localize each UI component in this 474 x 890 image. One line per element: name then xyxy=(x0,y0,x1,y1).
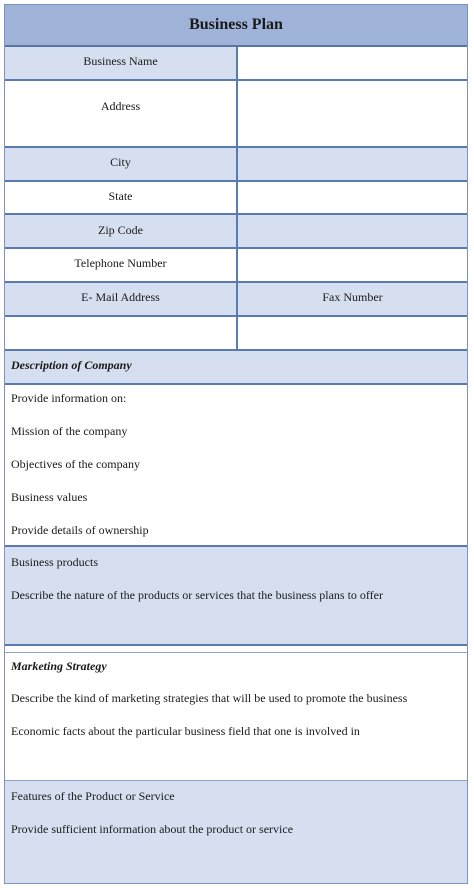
email-fax-row xyxy=(5,283,467,317)
business-name-field[interactable] xyxy=(238,47,467,79)
city-field[interactable] xyxy=(238,148,467,180)
address-row xyxy=(5,81,467,148)
description-section xyxy=(5,351,467,547)
city-label: City xyxy=(5,148,238,180)
marketing-line: Describe the kind of marketing strategies that will be used to promote the business xyxy=(11,691,408,705)
form-title: Business Plan xyxy=(5,5,467,47)
telephone-label: Telephone Number xyxy=(5,249,238,281)
state-row xyxy=(5,182,467,215)
fax-field[interactable] xyxy=(238,317,467,349)
features-heading: Features of the Product or Service xyxy=(11,789,175,803)
business-plan-form xyxy=(4,4,468,884)
zip-field[interactable] xyxy=(238,215,467,247)
state-label: State xyxy=(5,182,238,213)
business-name-label: Business Name xyxy=(5,47,238,79)
features-section xyxy=(5,781,467,883)
marketing-section xyxy=(5,652,467,781)
telephone-field[interactable] xyxy=(238,249,467,281)
business-name-row xyxy=(5,47,467,81)
description-line: Business values xyxy=(11,490,88,504)
email-label: E- Mail Address xyxy=(5,283,238,315)
description-line: Mission of the company xyxy=(11,424,128,438)
address-label: Address xyxy=(5,81,238,146)
description-line: Provide details of ownership xyxy=(11,523,149,537)
description-line: Provide information on: xyxy=(11,391,127,405)
fax-label: Fax Number xyxy=(238,283,467,315)
description-line: Objectives of the company xyxy=(11,457,140,471)
email-field[interactable] xyxy=(5,317,238,349)
zip-row xyxy=(5,215,467,249)
features-line: Provide sufficient information about the product or service xyxy=(11,822,294,836)
email-fax-input-row xyxy=(5,317,467,351)
products-line: Describe the nature of the products or services that the business plans to offer xyxy=(11,588,383,602)
marketing-line: Economic facts about the particular business field that one is involved in xyxy=(11,724,360,738)
marketing-heading: Marketing Strategy xyxy=(11,659,107,673)
description-heading: Description of Company xyxy=(5,351,467,385)
products-section xyxy=(5,547,467,646)
address-field[interactable] xyxy=(238,81,467,146)
state-field[interactable] xyxy=(238,182,467,213)
zip-label: Zip Code xyxy=(5,215,238,247)
products-heading: Business products xyxy=(11,555,98,569)
telephone-row xyxy=(5,249,467,283)
city-row xyxy=(5,148,467,182)
